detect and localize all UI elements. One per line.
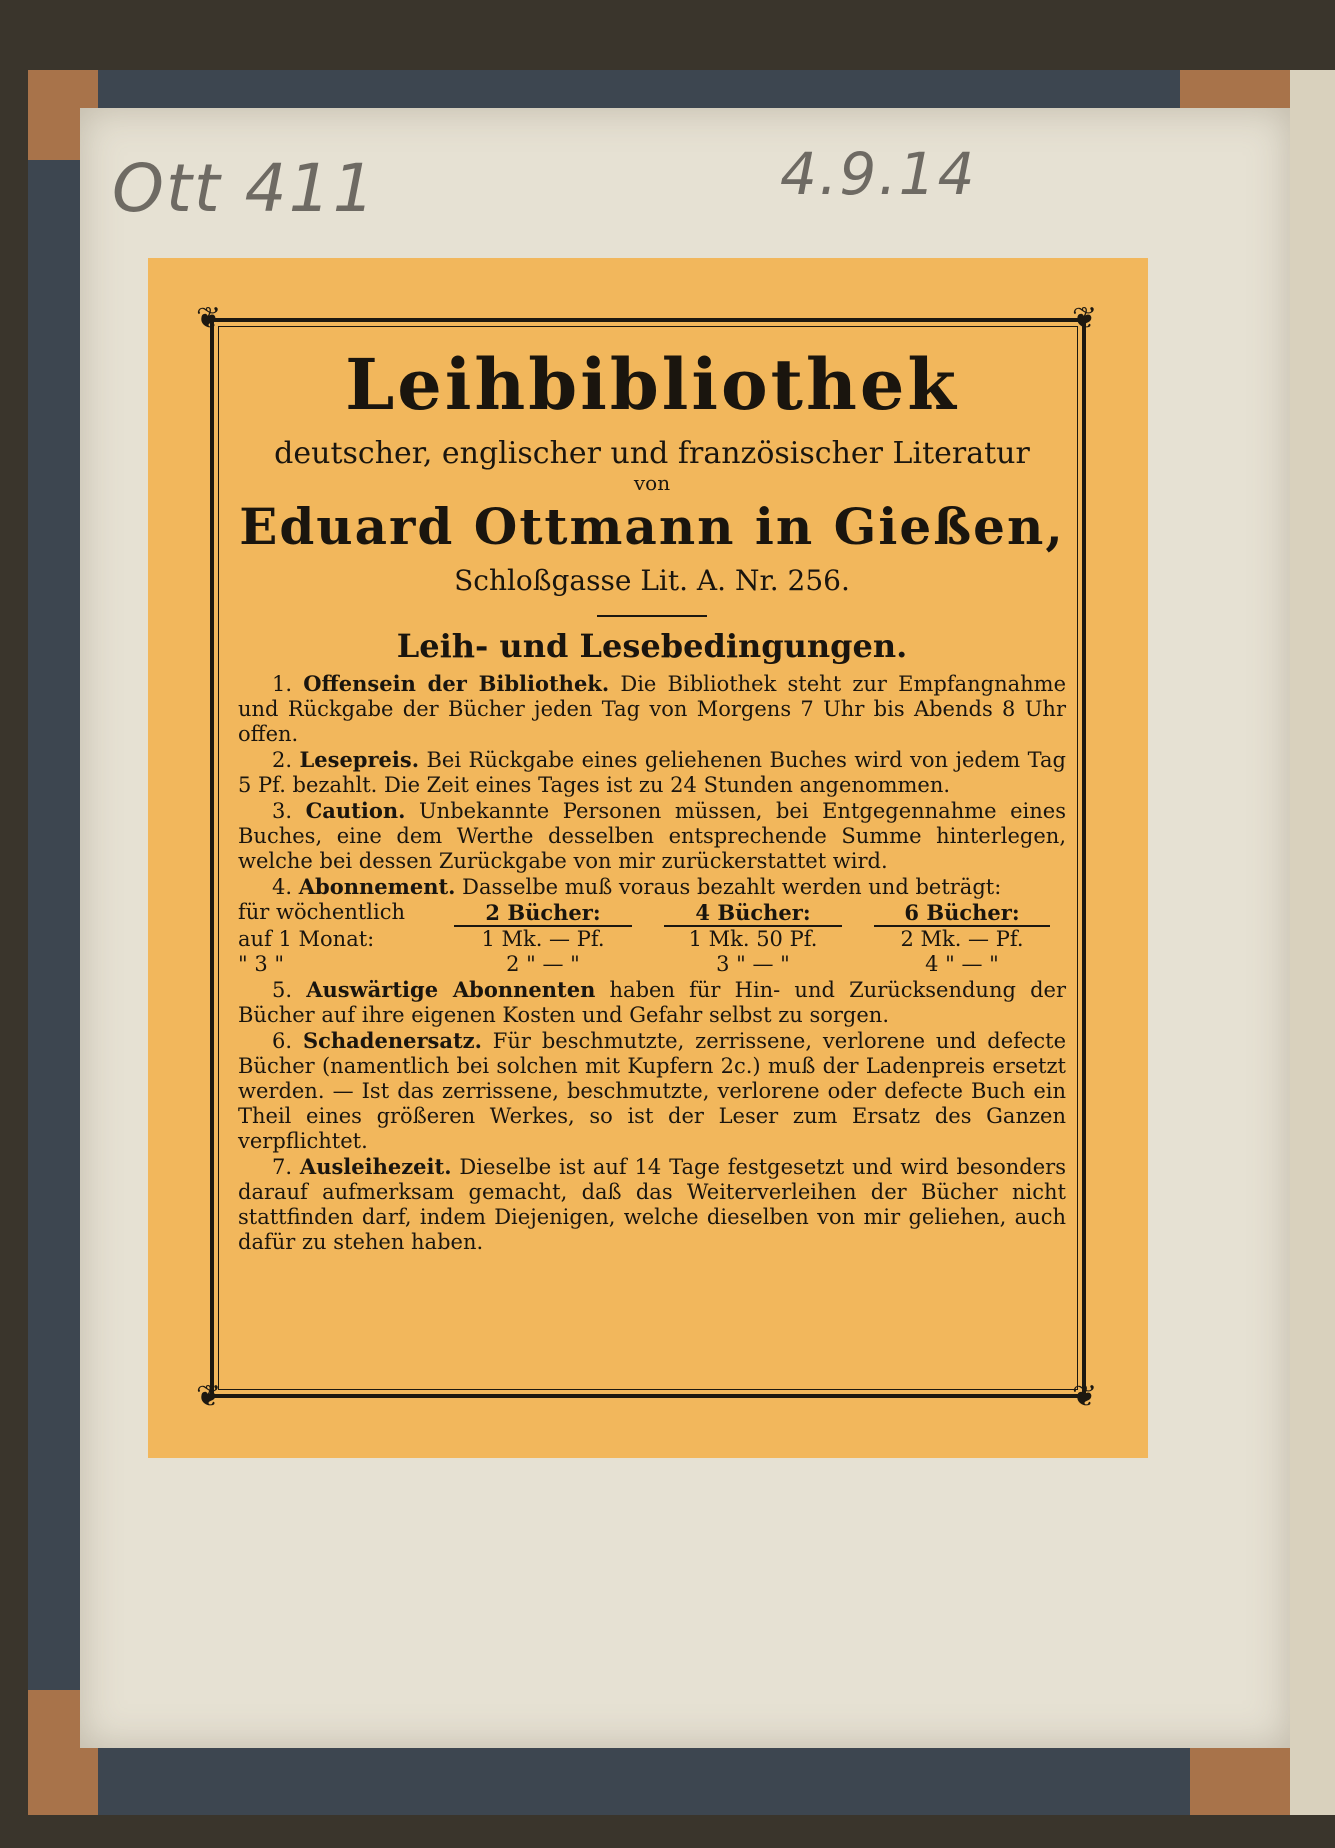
leather-corner-bottom-right — [1190, 1740, 1290, 1815]
table-cell: auf 1 Monat: — [238, 927, 375, 951]
label-subtitle: deutscher, englischer und französischer Literatur — [274, 436, 1030, 471]
rule-item: 3. Caution. Unbekannte Personen müssen, bei Entgegennahme eines Buches, eine dem Werthe desselben entsprechende Summe hinterlegen, welche bei dessen Zurückgabe von mir zurückerstattet wird. — [238, 798, 1066, 873]
table-header: 2 Bücher: — [454, 900, 632, 927]
conditions-title: Leih- und Lesebedingungen. — [396, 627, 908, 665]
table-header: 6 Bücher: — [874, 900, 1050, 927]
ornament-corner-icon: ❦ — [196, 1379, 222, 1414]
shelfmark-left: Ott 411 — [112, 150, 377, 227]
label-von: von — [633, 471, 671, 495]
table-cell: 1 Mk. 50 Pf. — [688, 927, 818, 951]
table-cell: 4 " — " — [925, 952, 999, 976]
ornament-corner-icon: ❦ — [196, 301, 222, 336]
library-label — [148, 258, 1148, 1458]
rule-item: 4. Abonnement. Dasselbe muß voraus bezahlt werden und beträgt: — [272, 874, 1002, 899]
label-title: Leihbibliothek — [345, 343, 959, 426]
abonnement-table — [238, 900, 1066, 977]
rule-item: 5. Auswärtige Abonnenten haben für Hin- und Zurücksendung der Bücher auf ihre eigenen Kosten und Gefahr selbst zu sorgen. — [238, 977, 1066, 1027]
rule-item: 2. Lesepreis. Bei Rückgabe eines geliehenen Buches wird von jedem Tag 5 Pf. bezahlt. Die Zeit eines Tages ist zu 24 Stunden angenommen. — [238, 747, 1066, 797]
table-header: 4 Bücher: — [664, 900, 842, 927]
label-owner: Eduard Ottmann in Gießen, — [239, 497, 1065, 556]
rule-item: 7. Ausleihezeit. Dieselbe ist auf 14 Tage festgesetzt und wird besonders darauf aufmerksam gemacht, daß das Weiterverleihen der Bücher nicht stattfinden darf, indem Diejenigen, welche dieselben von mir geliehen, auch dafür zu stehen haben. — [238, 1154, 1066, 1254]
table-cell: 2 Mk. — Pf. — [900, 927, 1024, 951]
rule-item: 6. Schadenersatz. Für beschmutzte, zerrissene, verlorene und defecte Bücher (namentlich bei solchen mit Kupfern 2c.) muß der Ladenpreis ersetzt werden. — Ist das zerrissene, beschmutzte, verlorene oder defecte Buch ein Theil eines größeren Werkes, so ist der Leser zum Ersatz des Ganzen verpflichtet. — [238, 1028, 1067, 1153]
leather-corner-top-right — [1180, 70, 1290, 110]
book-spine-pages — [1290, 70, 1335, 1815]
table-row-label: für wöchentlich — [238, 900, 406, 924]
label-content — [238, 328, 1066, 1255]
ornament-corner-icon: ❦ — [1072, 1379, 1098, 1414]
shelfmark-right: 4.9.14 — [780, 140, 977, 208]
label-address: Schloßgasse Lit. A. Nr. 256. — [454, 564, 850, 597]
rule-item: 1. Offensein der Bibliothek. Die Bibliothek steht zur Empfangnahme und Rückgabe der Bücher jeden Tag von Morgens 7 Uhr bis Abends 8 Uhr offen. — [238, 671, 1066, 746]
table-cell: 2 " — " — [506, 952, 580, 976]
divider — [597, 615, 707, 617]
table-cell: 1 Mk. — Pf. — [481, 927, 605, 951]
table-cell: 3 " — " — [716, 952, 790, 976]
ornament-corner-icon: ❦ — [1072, 301, 1098, 336]
table-cell: " 3 " — [238, 952, 285, 976]
